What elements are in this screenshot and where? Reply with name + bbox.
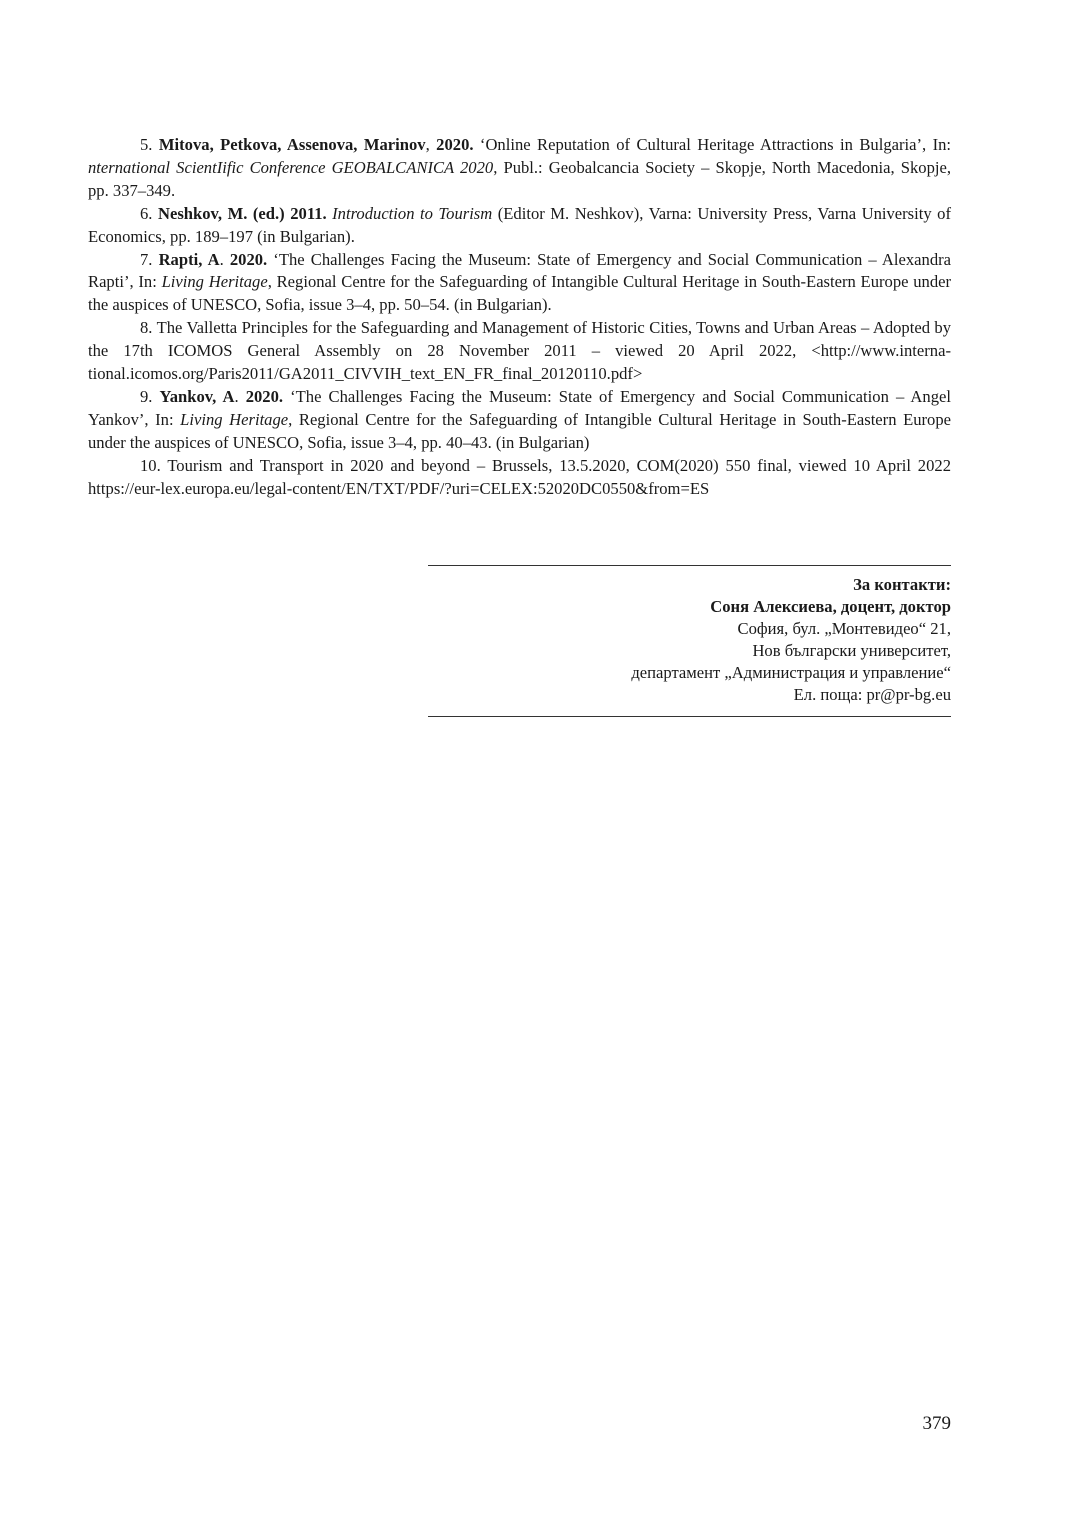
contact-address: София, бул. „Монтевидео“ 21, xyxy=(737,619,951,638)
reference-6: 6. Neshkov, M. (ed.) 2011. Introduction to Tourism (Editor M. Neshkov), Varna: University Press, Varna University of Economics, pp. 189–197 (in Bulgarian). xyxy=(88,203,951,246)
reference-5: 5. Mitova, Petkova, Assenova, Marinov, 2020. ‘Online Reputation of Cultural Heritage Attractions in Bulgaria’, In: nternational ScientIific Conference GEOBALCANICA 2020, Publ.: Geobalcancia Society – Skopje, North Macedonia, Skopje, pp. 337–349. xyxy=(88,135,952,200)
page-number: 379 xyxy=(922,1413,951,1434)
reference-7: 7. Rapti, A. 2020. ‘The Challenges Facing the Museum: State of Emergency and Social Communication – Alexandra Rapti’, In: Living Heritage, Regional Centre for the Safeguarding of Intangible Cultural Heritage in South-Eastern Europe under the auspices of UNESCO, Sofia, issue 3–4, pp. 50–54. (in Bulgarian). xyxy=(88,249,952,315)
reference-9: 9. Yankov, A. 2020. ‘The Challenges Facing the Museum: State of Emergency and Social Communication – Angel Yankov’, In: Living Heritage, Regional Centre for the Safeguarding of Intangible Cultural Heritage in South-Eastern Europe under the auspices of UNESCO, Sofia, issue 3–4, pp. 40–43. (in Bulgarian) xyxy=(88,386,951,452)
reference-author: Neshkov, M. (ed.) xyxy=(157,203,285,223)
contact-name: Соня Алексиева, доцент, доктор xyxy=(710,597,951,616)
contact-department: департамент „Администрация и управление“ xyxy=(631,663,951,682)
reference-year: 2020. xyxy=(229,249,268,269)
reference-source: Living Heritage xyxy=(161,272,268,292)
contact-heading: За контакти: xyxy=(853,575,951,594)
reference-year: 2011. xyxy=(290,203,327,223)
reference-year: 2020. xyxy=(245,386,284,406)
reference-source: nternational ScientIific Conference GEOBALCANICA 2020 xyxy=(88,157,494,177)
contact-email: Ел. поща: pr@pr-bg.eu xyxy=(793,685,951,704)
reference-source: Living Heritage xyxy=(180,409,289,429)
reference-8: 8. The Valletta Principles for the Safeguarding and Management of Historic Cities, Towns and Urban Areas – Adopted by the 17th ICOMOS General Assembly on 28 November 2011 – viewed 20 April 2022, <http://www.interna-tional.icomos.org/Paris2011/GA2011_CIVVIH_text_EN_FR_final_20120110.pdf> xyxy=(88,318,951,384)
reference-author: Yankov, A xyxy=(159,386,235,406)
reference-author: Rapti, A xyxy=(158,249,220,269)
reference-author: Mitova, Petkova, Assenova, Marinov xyxy=(158,135,426,154)
references-list xyxy=(88,134,951,501)
reference-source: Introduction to Tourism xyxy=(332,203,493,223)
reference-year: 2020. xyxy=(436,135,474,154)
contact-institution: Нов български университет, xyxy=(752,641,951,660)
contact-block xyxy=(428,565,951,717)
reference-10: 10. Tourism and Transport in 2020 and beyond – Brussels, 13.5.2020, COM(2020) 550 final, viewed 10 April 2022 https://eur-lex.europa.eu/legal-content/EN/TXT/PDF/?uri=CELEX:52020DC0550&from=ES xyxy=(88,455,951,498)
